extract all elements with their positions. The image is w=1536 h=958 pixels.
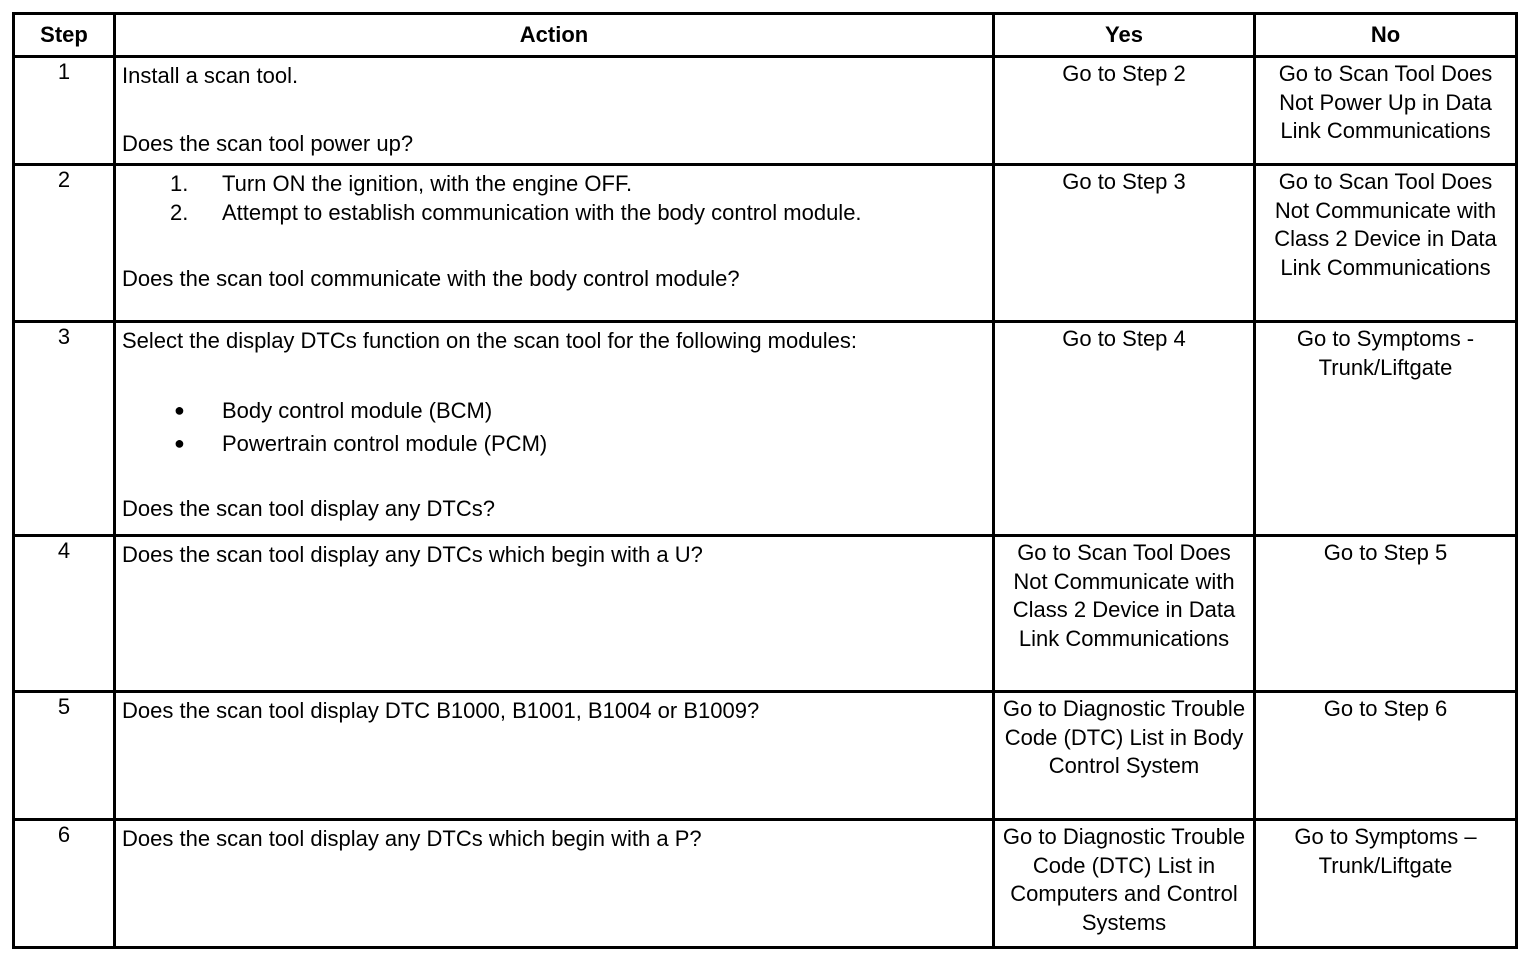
yes-cell: Go to Diagnostic Trouble Code (DTC) List in Computers and Control Systems [994, 820, 1255, 948]
list-item [122, 170, 986, 199]
yes-cell: Go to Step 2 [994, 57, 1255, 165]
list-text: Turn ON the ignition, with the engine OFF. [222, 171, 633, 196]
action-cell [115, 322, 994, 536]
step-number: 5 [14, 692, 115, 820]
header-action: Action [115, 14, 994, 57]
yes-cell: Go to Diagnostic Trouble Code (DTC) List in Body Control System [994, 692, 1255, 820]
header-row [14, 14, 1517, 57]
list-item [122, 427, 986, 460]
list-text: Attempt to establish communication with the body control module. [222, 199, 862, 225]
yes-cell: Go to Step 4 [994, 322, 1255, 536]
header-yes: Yes [994, 14, 1255, 57]
list-marker: 1. [170, 171, 189, 196]
action-question: Does the scan tool display any DTCs? [122, 495, 495, 521]
diagnostic-table [12, 12, 1518, 949]
action-cell [115, 165, 994, 322]
step-number: 4 [14, 536, 115, 692]
bullet-list [122, 394, 986, 460]
yes-cell: Go to Scan Tool Does Not Communicate with Class 2 Device in Data Link Communications [994, 536, 1255, 692]
step-number: 6 [14, 820, 115, 948]
action-intro: Select the display DTCs function on the scan tool for the following modules: [122, 328, 857, 353]
list-item [122, 394, 986, 427]
step-number: 1 [14, 57, 115, 165]
no-cell: Go to Symptoms - Trunk/Liftgate [1255, 322, 1517, 536]
action-question: Does the scan tool display any DTCs which begin with a U? [122, 542, 703, 567]
table-row [14, 322, 1517, 536]
action-cell [115, 692, 994, 820]
step-number: 3 [14, 322, 115, 536]
list-text: Powertrain control module (PCM) [222, 430, 548, 456]
step-number: 2 [14, 165, 115, 322]
no-cell: Go to Scan Tool Does Not Power Up in Data Link Communications [1255, 57, 1517, 165]
bullet-icon: ● [174, 399, 185, 420]
bullet-icon: ● [174, 432, 185, 453]
header-step: Step [14, 14, 115, 57]
table-row [14, 57, 1517, 165]
action-question: Does the scan tool communicate with the body control module? [122, 266, 740, 291]
table-row [14, 820, 1517, 948]
action-cell [115, 820, 994, 948]
action-cell [115, 536, 994, 692]
action-question: Does the scan tool power up? [122, 130, 414, 156]
yes-cell: Go to Step 3 [994, 165, 1255, 322]
list-marker: 2. [170, 199, 189, 225]
action-cell [115, 57, 994, 165]
numbered-steps [122, 170, 986, 227]
list-text: Body control module (BCM) [222, 397, 493, 423]
no-cell: Go to Scan Tool Does Not Communicate with Class 2 Device in Data Link Communications [1255, 165, 1517, 322]
action-intro: Install a scan tool. [122, 63, 299, 88]
header-no: No [1255, 14, 1517, 57]
table-row [14, 692, 1517, 820]
table-row [14, 165, 1517, 322]
no-cell: Go to Step 6 [1255, 692, 1517, 820]
action-question: Does the scan tool display any DTCs which begin with a P? [122, 826, 702, 851]
action-question: Does the scan tool display DTC B1000, B1001, B1004 or B1009? [122, 698, 760, 723]
no-cell: Go to Step 5 [1255, 536, 1517, 692]
no-cell: Go to Symptoms – Trunk/Liftgate [1255, 820, 1517, 948]
list-item [122, 199, 986, 228]
table-row [14, 536, 1517, 692]
